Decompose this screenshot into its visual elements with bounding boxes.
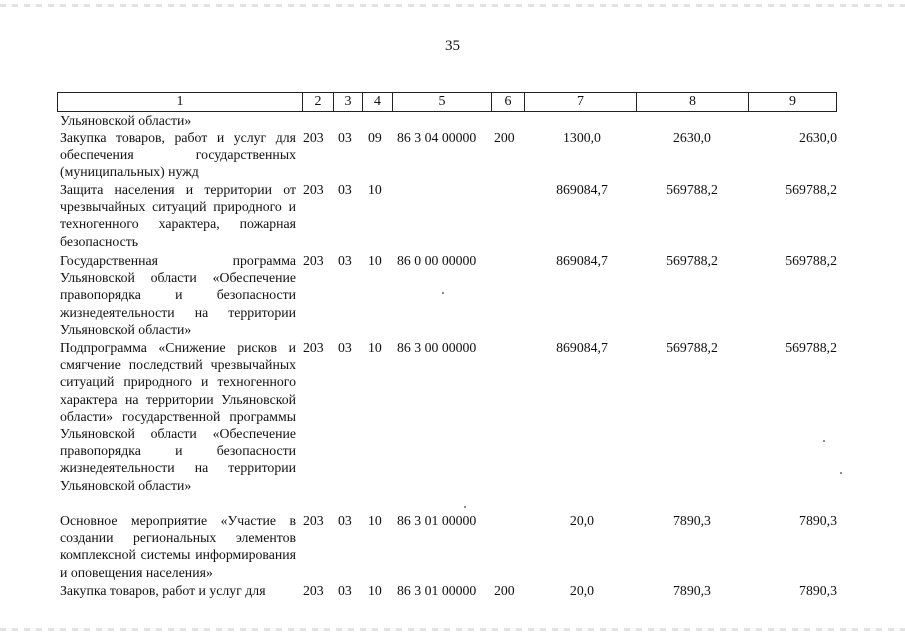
cell-amount-7: 1300,0	[563, 130, 601, 145]
cell-pr: 10	[368, 583, 382, 598]
row-name: Государственная программа Ульяновской области «Обеспечение правопорядка и безопасности жизнедеятельности на территории Ульяновской области»	[60, 253, 296, 337]
cell-gr: 203	[303, 130, 324, 145]
header-col-9: 9	[748, 93, 836, 111]
cell-amount-8: 569788,2	[666, 340, 718, 355]
row-name: Защита населения и территории от чрезвычайных ситуаций природного и техногенного характера, пожарная безопасность	[60, 182, 296, 249]
scan-speck	[442, 292, 444, 294]
cell-rz: 03	[338, 513, 352, 528]
cell-rz: 03	[338, 182, 352, 197]
row-name: Подпрограмма «Снижение рисков и смягчение последствий чрезвычайных ситуаций природного и техногенного характера на территории Ульяновской области» государственной программы Ульяновской области «Обеспечение правопорядка и безопасности жизнедеятельности на территории Ульяновской области»	[60, 340, 296, 493]
cell-rz: 03	[338, 340, 352, 355]
header-col-5: 5	[392, 93, 491, 111]
cell-amount-8: 7890,3	[673, 513, 711, 528]
scan-speck	[464, 506, 466, 508]
cell-amount-8: 2630,0	[673, 130, 711, 145]
cell-amount-7: 20,0	[569, 583, 595, 598]
scan-speck	[823, 440, 825, 442]
cell-amount-8: 7890,3	[673, 583, 711, 598]
header-col-1: 1	[176, 94, 184, 109]
cell-amount-9: 569788,2	[785, 253, 837, 268]
row-name: Основное мероприятие «Участие в создании региональных элементов комплексной системы информирования и оповещения населения»	[60, 513, 296, 580]
cell-gr: 203	[303, 583, 324, 598]
cell-pr: 09	[368, 130, 382, 145]
cell-pr: 10	[368, 340, 382, 355]
row-name: Закупка товаров, работ и услуг для обеспечения государственных (муниципальных) нужд	[60, 130, 296, 180]
cell-amount-7: 20,0	[569, 513, 595, 528]
cell-amount-8: 569788,2	[666, 182, 718, 197]
cell-csr: 86 3 01 00000	[397, 583, 477, 598]
cell-pr: 10	[368, 182, 382, 197]
budget-table	[57, 92, 837, 632]
scan-speck	[840, 472, 842, 474]
cell-gr: 203	[303, 182, 324, 197]
header-col-2: 2	[302, 93, 333, 111]
cell-amount-9: 569788,2	[785, 340, 837, 355]
cell-amount-9: 569788,2	[785, 182, 837, 197]
cell-rz: 03	[338, 130, 352, 145]
table-header-row	[57, 92, 837, 112]
header-col-8: 8	[636, 93, 748, 111]
cell-amount-7: 869084,7	[556, 182, 608, 197]
cell-csr: 86 3 04 00000	[397, 130, 477, 145]
header-col-6: 6	[491, 93, 524, 111]
cell-csr: 86 3 01 00000	[397, 513, 477, 528]
row-name: Закупка товаров, работ и услуг для	[60, 583, 266, 598]
cell-amount-9: 7890,3	[799, 513, 837, 528]
scan-edge-bottom	[0, 628, 905, 631]
page-number: 35	[445, 38, 460, 54]
cell-csr: 86 0 00 00000	[397, 253, 477, 268]
row-name: Ульяновской области»	[60, 113, 192, 128]
cell-gr: 203	[303, 513, 324, 528]
cell-amount-8: 569788,2	[666, 253, 718, 268]
scan-edge-top	[0, 4, 905, 7]
cell-amount-7: 869084,7	[556, 253, 608, 268]
cell-gr: 203	[303, 253, 324, 268]
cell-pr: 10	[368, 513, 382, 528]
cell-amount-7: 869084,7	[556, 340, 608, 355]
cell-vr: 200	[494, 583, 515, 598]
cell-amount-9: 2630,0	[799, 130, 837, 145]
cell-vr: 200	[494, 130, 515, 145]
cell-rz: 03	[338, 583, 352, 598]
header-col-7: 7	[524, 93, 636, 111]
cell-amount-9: 7890,3	[799, 583, 837, 598]
cell-rz: 03	[338, 253, 352, 268]
cell-gr: 203	[303, 340, 324, 355]
cell-pr: 10	[368, 253, 382, 268]
header-col-3: 3	[333, 93, 362, 111]
header-col-4: 4	[362, 93, 392, 111]
cell-csr: 86 3 00 00000	[397, 340, 477, 355]
